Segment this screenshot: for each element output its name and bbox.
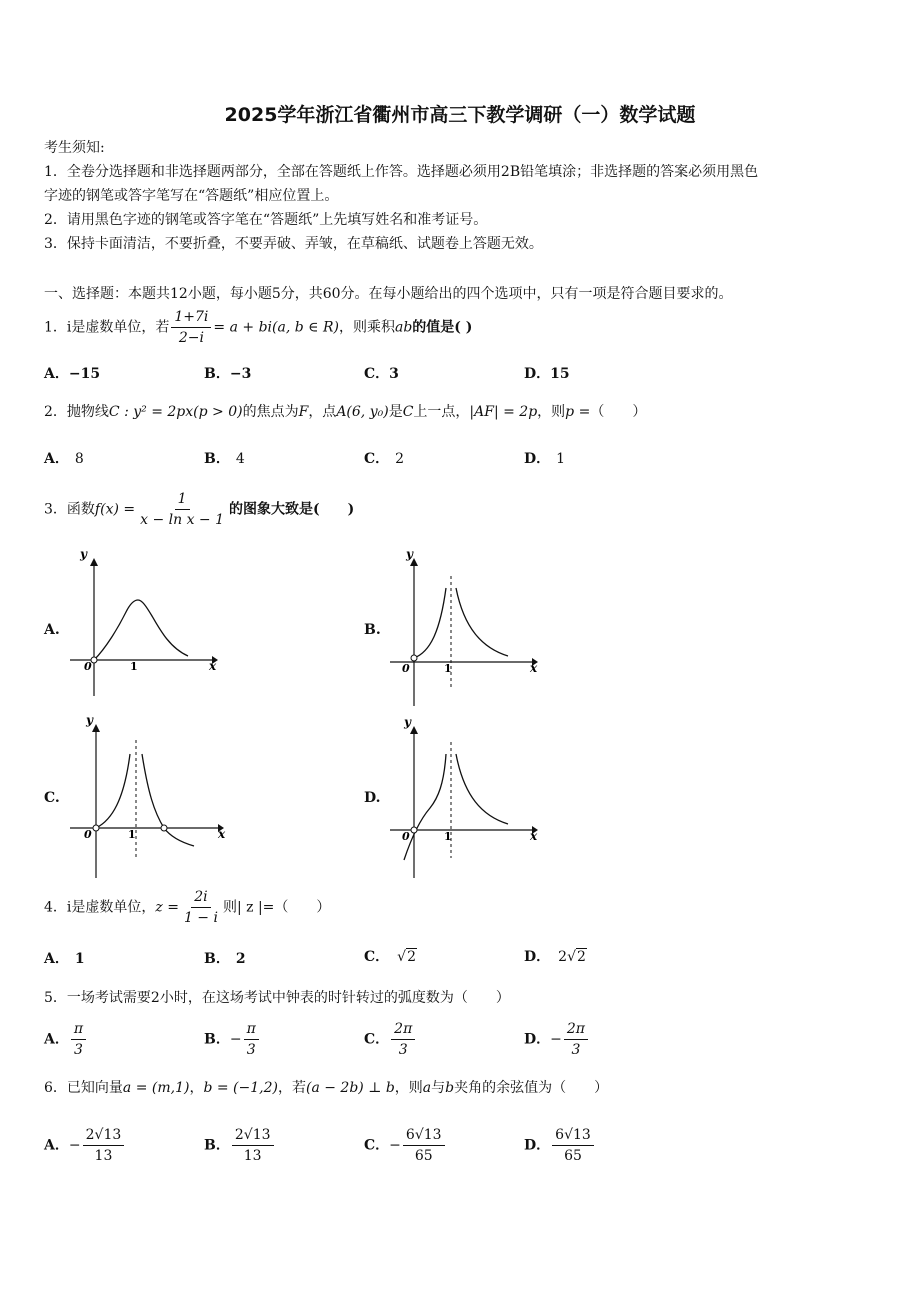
q1-option-c[interactable]: C．3 xyxy=(364,366,399,382)
q4-option-c-radicand: 2 xyxy=(407,949,416,965)
q4-option-d-sqrt: √2 xyxy=(567,949,586,965)
q6-option-b-num: 2√13 xyxy=(232,1126,274,1146)
section-heading: 一、选择题：本题共12小题，每小题5分，共60分。在每小题给出的四个选项中，只有一项是符合题目要求的。 xyxy=(44,286,733,302)
q5-option-c[interactable] xyxy=(364,1020,417,1059)
q6-option-b-fraction xyxy=(232,1126,274,1165)
q4-option-b[interactable] xyxy=(204,948,246,968)
q4-option-b-label: B． xyxy=(204,951,230,967)
q2-text-4: 是 xyxy=(388,404,403,420)
q2-option-a[interactable] xyxy=(44,448,84,468)
q6-option-c-coef: 6 xyxy=(405,1127,415,1143)
left-branch xyxy=(96,754,130,828)
q5-option-a-label: A． xyxy=(44,1031,69,1048)
y-axis-arrow xyxy=(92,724,100,732)
y-label: y xyxy=(406,548,413,561)
origin-point xyxy=(411,655,417,661)
origin-label: 0 xyxy=(402,662,410,675)
q5-option-d[interactable] xyxy=(524,1020,590,1059)
q6-option-a-label: A． xyxy=(44,1137,69,1154)
q5-option-b-fraction xyxy=(244,1020,259,1059)
origin-point xyxy=(91,657,97,663)
q3-graph-a[interactable] xyxy=(66,548,220,698)
q5-option-c-num: 2π xyxy=(391,1020,415,1040)
q6-option-a[interactable] xyxy=(44,1126,126,1165)
q5-option-b-sign: − xyxy=(229,1031,242,1048)
q6-text-1: 6．已知向量 xyxy=(44,1080,123,1096)
q4-option-a-value: 1 xyxy=(74,951,85,967)
right-branch xyxy=(456,588,508,656)
question-1 xyxy=(44,308,472,347)
x-label: x xyxy=(209,659,217,673)
q4-option-d-label: D． xyxy=(524,949,551,965)
q1-option-a[interactable]: A．−15 xyxy=(44,366,101,382)
q2-curve: C xyxy=(402,404,414,420)
origin-label: 0 xyxy=(84,660,92,673)
y-axis-arrow xyxy=(90,558,98,566)
q6-option-b-den: 13 xyxy=(243,1148,262,1164)
q2-text-2: 的焦点为 xyxy=(242,404,299,420)
q4-z: z = xyxy=(155,899,179,916)
q5-option-d-sign: − xyxy=(550,1031,562,1048)
q3-option-a-label[interactable]: A. xyxy=(44,622,60,638)
q3-option-b-label[interactable]: B. xyxy=(364,622,381,638)
q6-option-b-radicand: 13 xyxy=(252,1127,271,1143)
q6-condition: (a − 2b) ⊥ b xyxy=(305,1080,395,1096)
right-branch xyxy=(456,754,508,824)
q4-option-a[interactable] xyxy=(44,948,85,968)
q6-option-b-label: B． xyxy=(204,1137,230,1154)
origin-label: 0 xyxy=(402,830,410,843)
q2-parabola: C : y² = 2px(p > 0) xyxy=(108,404,243,420)
q5-option-a[interactable] xyxy=(44,1020,88,1059)
q6-option-a-fraction xyxy=(83,1126,125,1165)
q1-den: 2−i xyxy=(178,330,204,346)
tick-one: 1 xyxy=(130,660,138,673)
q6-text-3: ，则 xyxy=(394,1080,423,1096)
origin-label: 0 xyxy=(84,828,92,841)
q3-fraction xyxy=(137,490,227,529)
q1-fraction xyxy=(171,308,211,347)
q2-blank: （ ） xyxy=(590,404,647,420)
q2-option-c-value: 2 xyxy=(395,451,405,467)
q2-option-c-label: C． xyxy=(364,451,390,467)
q4-suffix: 则| z |=（ ） xyxy=(222,899,331,916)
q6-option-a-num: 2√13 xyxy=(83,1126,125,1146)
q1-ab: ab xyxy=(394,319,413,336)
left-branch xyxy=(414,588,446,658)
q2-option-b[interactable] xyxy=(204,448,245,468)
q3-prefix: 3．函数 xyxy=(44,501,95,518)
q6-option-d-coef: 6 xyxy=(555,1127,565,1143)
q1-tail: 的值是( ) xyxy=(412,319,473,336)
q6-option-d-den: 65 xyxy=(564,1148,582,1164)
q1-prefix: 1．i是虚数单位，若 xyxy=(44,319,170,336)
notice-heading: 考生须知: xyxy=(44,140,105,156)
page-title: 2025学年浙江省衢州市高三下教学调研（一）数学试题 xyxy=(224,104,696,126)
q6-option-a-coef: 2 xyxy=(85,1127,95,1143)
x-label: x xyxy=(218,827,226,841)
notice-item-2: 2．请用黑色字迹的钢笔或答字笔在“答题纸”上先填写姓名和准考证号。 xyxy=(44,212,488,228)
q4-option-b-value: 2 xyxy=(235,951,246,967)
q2-text-1: 2．抛物线 xyxy=(44,404,109,420)
question-2 xyxy=(44,402,646,422)
q6-option-c-label: C． xyxy=(364,1137,390,1154)
question-3 xyxy=(44,490,354,529)
origin-point xyxy=(411,827,417,833)
origin-point xyxy=(93,825,99,831)
q6-option-b-coef: 2 xyxy=(234,1127,244,1143)
q4-option-d-coef: 2 xyxy=(558,949,568,965)
q1-option-d[interactable]: D．15 xyxy=(524,366,570,382)
q2-p: p = xyxy=(565,404,591,420)
q6-option-d-fraction xyxy=(552,1126,594,1165)
right-branch xyxy=(142,754,194,846)
notice-item-1b: 字迹的钢笔或答字笔写在“答题纸”相应位置上。 xyxy=(44,188,339,204)
q6-text-2: ，若 xyxy=(277,1080,306,1096)
q4-option-c-label: C． xyxy=(364,949,390,965)
q6-option-c-num: 6√13 xyxy=(403,1126,445,1146)
q4-num: 2i xyxy=(191,888,210,908)
q6-a: a xyxy=(422,1080,432,1096)
q5-option-b-num: π xyxy=(244,1020,259,1040)
tick-one: 1 xyxy=(444,830,452,843)
q6-option-b[interactable] xyxy=(204,1126,276,1165)
notice-item-3: 3．保持卡面清洁，不要折叠，不要弄破、弄皱，在草稿纸、试题卷上答题无效。 xyxy=(44,236,543,252)
question-6 xyxy=(44,1078,608,1098)
q5-option-a-num: π xyxy=(71,1020,86,1040)
q5-option-a-den: 3 xyxy=(74,1042,83,1058)
q5-option-d-fraction xyxy=(564,1020,588,1059)
y-label: y xyxy=(86,713,93,727)
q5-option-c-label: C． xyxy=(364,1031,390,1048)
question-4 xyxy=(44,888,330,927)
q6-option-d[interactable] xyxy=(524,1126,596,1165)
q4-option-d-radicand: 2 xyxy=(576,949,586,965)
q5-option-b-label: B． xyxy=(204,1031,230,1048)
q6-sep: ， xyxy=(189,1080,204,1096)
q3-den: x − ln x − 1 xyxy=(140,512,225,528)
q5-option-d-num: 2π xyxy=(564,1020,588,1040)
q3-option-c-label[interactable]: C. xyxy=(44,790,60,806)
q1-mid: = a + bi(a, b ∈ R) xyxy=(213,319,339,336)
q2-text-6: ，则 xyxy=(537,404,566,420)
q2-option-d[interactable] xyxy=(524,448,565,468)
q6-text-5: 夹角的余弦值为（ ） xyxy=(454,1080,609,1096)
x-intercept-point xyxy=(161,825,167,831)
q6-vector-a: a = (m,1) xyxy=(122,1080,190,1096)
q6-option-a-den: 13 xyxy=(94,1148,113,1164)
q6-option-a-sign: − xyxy=(68,1137,81,1154)
q2-option-b-label: B． xyxy=(204,451,230,467)
q6-option-c[interactable] xyxy=(364,1126,447,1165)
q6-option-c-fraction xyxy=(403,1126,445,1165)
q3-fx: f(x) = xyxy=(94,501,136,518)
x-label: x xyxy=(530,661,538,675)
q6-option-c-den: 65 xyxy=(414,1148,433,1164)
q2-option-a-label: A． xyxy=(44,451,69,467)
q3-graph-b[interactable] xyxy=(386,548,540,708)
q2-point: A(6, y₀) xyxy=(336,404,389,420)
y-label: y xyxy=(404,715,411,729)
y-axis-arrow xyxy=(410,726,418,734)
q3-num: 1 xyxy=(175,490,190,510)
q2-text-5: 上一点， xyxy=(413,404,470,420)
q6-option-a-radicand: 13 xyxy=(103,1127,122,1143)
q4-option-c-sqrt: √2 xyxy=(397,949,416,965)
q6-option-d-label: D． xyxy=(524,1137,551,1154)
q6-b: b xyxy=(445,1080,455,1096)
tick-one: 1 xyxy=(444,662,452,675)
q4-prefix: 4．i是虚数单位， xyxy=(44,899,156,916)
q3-suffix: 的图象大致是( ) xyxy=(229,501,355,518)
q1-num: 1+7i xyxy=(171,308,211,328)
q6-text-4: 与 xyxy=(431,1080,446,1096)
q1-suffix: ，则乘积 xyxy=(338,319,395,336)
q4-option-c[interactable] xyxy=(364,946,417,966)
q2-text-3: ，点 xyxy=(308,404,337,420)
q2-option-d-label: D． xyxy=(524,451,551,467)
q6-option-d-radicand: 13 xyxy=(572,1127,591,1143)
q6-option-c-sign: − xyxy=(389,1137,401,1154)
q2-option-c[interactable] xyxy=(364,448,404,468)
q1-option-b[interactable]: B．−3 xyxy=(204,366,252,382)
x-label: x xyxy=(530,829,538,843)
q2-option-d-value: 1 xyxy=(556,451,566,467)
q2-option-b-value: 4 xyxy=(235,451,245,467)
q5-option-d-label: D． xyxy=(524,1031,551,1048)
q5-option-c-fraction xyxy=(391,1020,415,1059)
q4-fraction xyxy=(181,888,221,927)
q5-option-b[interactable] xyxy=(204,1020,261,1059)
q5-option-c-den: 3 xyxy=(398,1042,408,1058)
q4-den: 1 − i xyxy=(183,910,218,926)
q6-option-d-num: 6√13 xyxy=(552,1126,594,1146)
y-label: y xyxy=(80,548,87,561)
q6-vector-b: b = (−1,2) xyxy=(203,1080,278,1096)
q2-focus: F xyxy=(298,404,309,420)
q5-option-b-den: 3 xyxy=(246,1042,256,1058)
q2-option-a-value: 8 xyxy=(74,451,84,467)
left-branch xyxy=(404,754,446,860)
q3-option-d-label[interactable]: D. xyxy=(364,790,381,806)
notice-item-1a: 1．全卷分选择题和非选择题两部分，全部在答题纸上作答。选择题必须用2B铅笔填涂；非选择题的答案必须用黑色 xyxy=(44,164,759,180)
q3-graph-c[interactable] xyxy=(66,712,226,880)
q3-graph-d[interactable] xyxy=(386,712,540,880)
q4-option-a-label: A． xyxy=(44,951,69,967)
q4-option-d[interactable] xyxy=(524,946,587,966)
q5-option-a-fraction xyxy=(71,1020,86,1059)
q5-option-d-den: 3 xyxy=(571,1042,581,1058)
tick-one: 1 xyxy=(128,828,136,841)
q2-distance: |AF| = 2p xyxy=(469,404,538,420)
question-5: 5．一场考试需要2小时，在这场考试中钟表的时针转过的弧度数为（ ） xyxy=(44,990,510,1006)
curve xyxy=(94,600,188,660)
q6-option-c-radicand: 13 xyxy=(423,1127,442,1143)
